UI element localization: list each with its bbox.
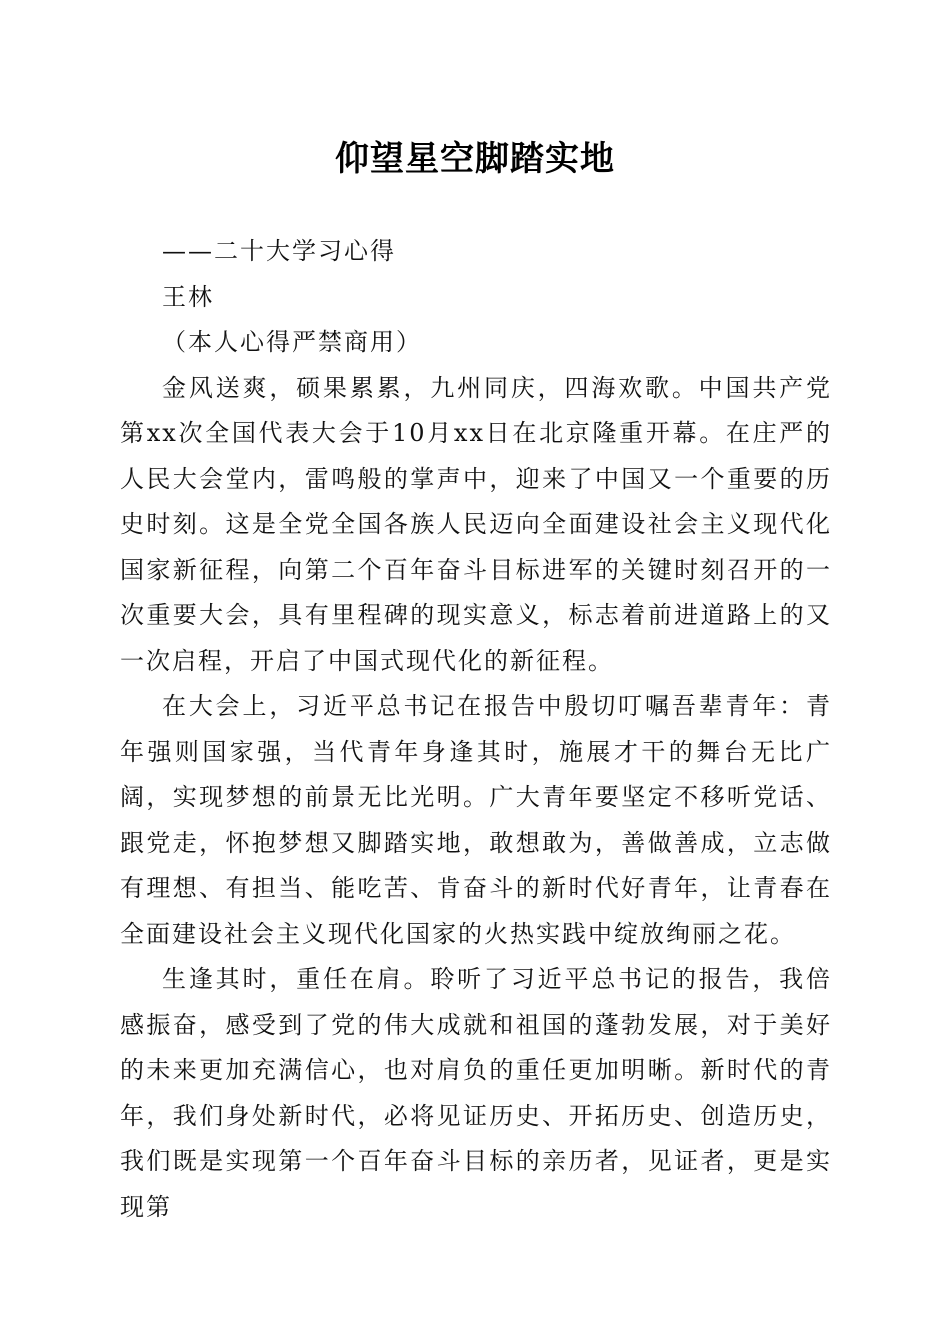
- subtitle: ——二十大学习心得: [162, 237, 396, 265]
- document-title: 仰望星空脚踏实地: [335, 139, 615, 179]
- author-name: 王林: [162, 282, 214, 311]
- document-body: [120, 229, 832, 1230]
- paragraph-2: 在大会上，习近平总书记在报告中殷切叮嘱吾辈青年：青年强则国家强，当代青年身逢其时，施展才干的舞台无比广阔，实现梦想的前景无比光明。广大青年要坚定不移听党话、跟党走，怀抱梦想又脚踏实地，敢想敢为，善做善成，立志做有理想、有担当、能吃苦、肯奋斗的新时代好青年，让青春在全面建设社会主义现代化国家的火热实践中绽放绚丽之花。: [120, 692, 832, 948]
- paragraph-3: 生逢其时，重任在肩。聆听了习近平总书记的报告，我倍感振奋，感受到了党的伟大成就和祖国的蓬勃发展，对于美好的未来更加充满信心，也对肩负的重任更加明晰。新时代的青年，我们身处新时代，必将见证历史、开拓历史、创造历史，我们既是实现第一个百年奋斗目标的亲历者，见证者，更是实现第: [120, 965, 832, 1221]
- paragraph-1: 金风送爽，硕果累累，九州同庆，四海欢歌。中国共产党第xx次全国代表大会于10月xx日在北京隆重开幕。在庄严的人民大会堂内，雷鸣般的掌声中，迎来了中国又一个重要的历史时刻。这是全党全国各族人民迈向全面建设社会主义现代化国家新征程，向第二个百年奋斗目标进军的关键时刻召开的一次重要大会，具有里程碑的现实意义，标志着前进道路上的又一次启程，开启了中国式现代化的新征程。: [120, 373, 832, 675]
- usage-notice: （本人心得严禁商用）: [162, 328, 422, 356]
